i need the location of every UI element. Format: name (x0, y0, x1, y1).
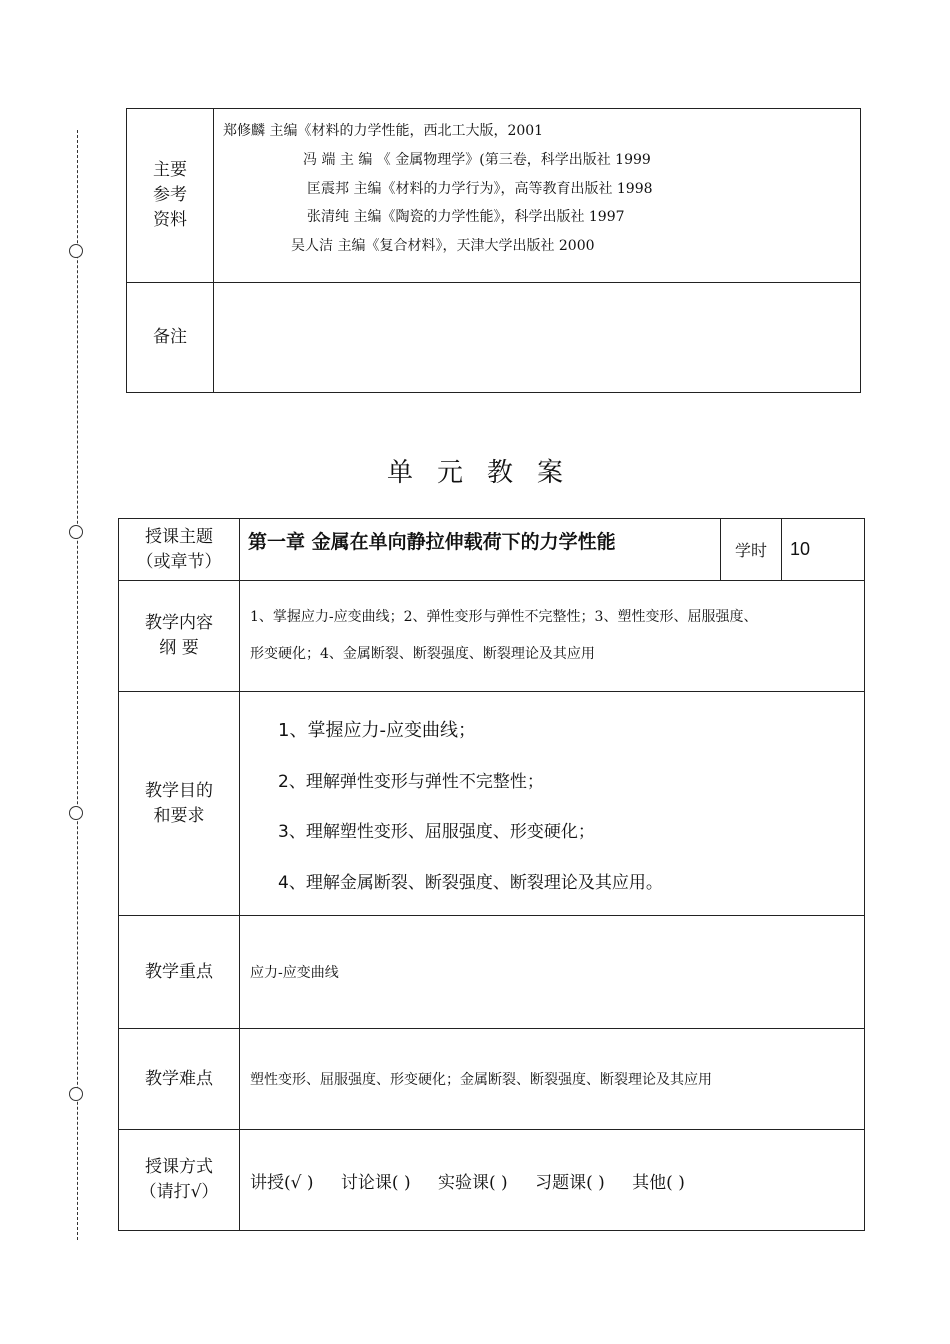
goal-item: 4、理解金属断裂、断裂强度、断裂理论及其应用。 (278, 872, 663, 893)
method-option-discussion[interactable]: 讨论课( ) (340, 1172, 411, 1193)
methods-label-line: 授课方式 (145, 1157, 213, 1177)
lesson-plan-table (118, 518, 865, 1231)
binding-hole-icon (69, 525, 83, 539)
references-label-line: 主要 (153, 160, 187, 180)
goal-item: 1、掌握应力-应变曲线； (278, 720, 476, 741)
reference-item: 张清纯 主编《陶瓷的力学性能》，科学出版社 1997 (307, 209, 625, 226)
references-table (126, 108, 861, 393)
references-list (214, 109, 861, 283)
outline-row (119, 581, 865, 692)
reference-item: 冯 端 主 编 《 金属物理学》(第三卷，科学出版社 1999 (303, 151, 651, 168)
outline-line: 形变硬化；4、金属断裂、断裂强度、断裂理论及其应用 (250, 646, 595, 662)
key-points-row (119, 916, 865, 1029)
chapter-title: 第一章 金属在单向静拉伸载荷下的力学性能 (240, 519, 721, 581)
outline-line: 1、掌握应力-应变曲线；2、弹性变形与弹性不完整性；3、塑性变形、屈服强度、 (250, 609, 758, 625)
references-row (127, 109, 861, 283)
goal-item: 3、理解塑性变形、屈服强度、形变硬化； (278, 822, 595, 842)
methods-row (119, 1130, 865, 1231)
hours-value: 10 (782, 519, 865, 581)
page-title: 单元教案 (386, 458, 587, 488)
references-label (127, 109, 214, 283)
difficulties-value: 塑性变形、屈服强度、形变硬化；金属断裂、断裂强度、断裂理论及其应用 (240, 1029, 865, 1130)
goals-row (119, 692, 865, 916)
reference-item: 匡震邦 主编《材料的力学行为》，高等教育出版社 1998 (307, 180, 653, 197)
key-points-label: 教学重点 (119, 916, 240, 1029)
hours-label: 学时 (721, 519, 782, 581)
topic-row (119, 519, 865, 581)
outline-content (240, 581, 865, 692)
references-label-line: 资料 (153, 210, 187, 230)
method-option-exercise[interactable]: 习题课( ) (535, 1172, 605, 1193)
binding-dashed-line (77, 130, 78, 1240)
methods-label-line: （请打√） (139, 1182, 219, 1202)
difficulties-row (119, 1029, 865, 1130)
difficulties-label: 教学难点 (119, 1029, 240, 1130)
outline-label-line: 纲 要 (159, 638, 199, 658)
methods-options (240, 1130, 865, 1231)
remarks-row (127, 283, 861, 393)
binding-hole-icon (69, 806, 83, 820)
method-option-other[interactable]: 其他( ) (632, 1172, 685, 1193)
binding-hole-icon (69, 244, 83, 258)
methods-label (119, 1130, 240, 1231)
references-label-line: 参考 (153, 185, 187, 205)
goals-label-line: 教学目的 (145, 780, 213, 801)
topic-label-line: （或章节） (136, 551, 222, 572)
reference-item: 郑修麟 主编《材料的力学性能，西北工大版，2001 (223, 123, 544, 139)
goals-label-line: 和要求 (153, 805, 205, 826)
binding-hole-icon (69, 1087, 83, 1101)
topic-label-line: 授课主题 (145, 526, 213, 547)
reference-item: 吴人洁 主编《复合材料》，天津大学出版社 2000 (291, 238, 595, 255)
remarks-value (214, 283, 861, 393)
remarks-label: 备注 (127, 283, 214, 393)
outline-label-line: 教学内容 (145, 613, 213, 633)
method-option-lecture[interactable]: 讲授(√ ) (250, 1172, 314, 1193)
outline-label (119, 581, 240, 692)
goal-item: 2、理解弹性变形与弹性不完整性； (278, 771, 544, 792)
method-option-lab[interactable]: 实验课( ) (438, 1172, 508, 1193)
goals-list (240, 692, 865, 916)
goals-label (119, 692, 240, 916)
key-points-value: 应力-应变曲线 (240, 916, 865, 1029)
topic-label (119, 519, 240, 581)
